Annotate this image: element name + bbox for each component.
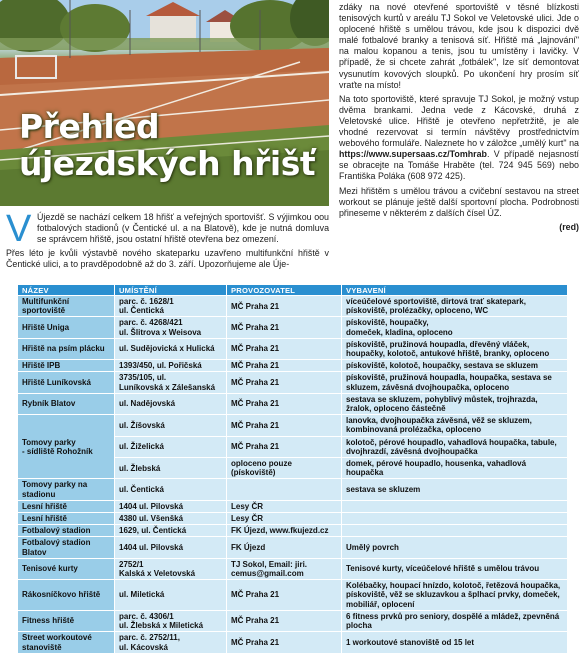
cell-equipment [342, 513, 568, 525]
cell-operator: MČ Praha 21 [227, 360, 342, 372]
cell-location: 4380 ul. Všenšká [115, 513, 227, 525]
header-name: NÁZEV [18, 285, 115, 296]
cell-operator: MČ Praha 21 [227, 317, 342, 338]
cell-name: Lesní hřiště [18, 500, 115, 512]
cell-equipment: víceúčelové sportoviště, dirtová trať skatepark, pískoviště, prolézačky, oploceno, WC [342, 296, 568, 317]
cell-equipment: 6 fitness prvků pro seniory, dospělé a mládež, zpevněná plocha [342, 610, 568, 631]
cell-equipment [342, 500, 568, 512]
cell-location: 1404 ul. Pilovská [115, 500, 227, 512]
table-row [18, 338, 568, 359]
page-title-line-1: Přehled [19, 107, 160, 146]
skatepark-text-continued: zdáky na nové otevřené sportoviště v těsné blízkosti tenisových kurtů v areálu TJ Sokol ve Veletovské ulici. Jde o oplocené hřiště s umělou trávou, kde jsou k dispozici dvě malé fotbalové branky a tenisová síť. Hřiště má „lajnování" na malou kopanou a tenis, jsou tu umístěny i lavičky. V případě, že si chcete zahrát „fotbálek", lze síť demontovat vysunutím kovových sloupků. Po ukončení hry prosím síť vraťte na místo! [339, 2, 579, 90]
cell-equipment: domek, pérové houpadlo, housenka, vahadlová houpačka [342, 458, 568, 479]
cell-location: ul. Žlebská [115, 458, 227, 479]
cell-name: Lesní hřiště [18, 513, 115, 525]
table-row [18, 415, 568, 436]
workout-text: Mezi hřištěm s umělou trávou a cvičební sestavou na street workout se plánuje ještě další sportovní plocha. Podrobnosti přineseme v některém z dalších čísel ÚZ. [339, 185, 579, 218]
hero-photo [0, 0, 329, 206]
playgrounds-table [17, 284, 567, 654]
cell-name: Hřiště Luníkovská [18, 372, 115, 393]
cell-name: Fotbalový stadion [18, 525, 115, 537]
header-operator: PROVOZOVATEL [227, 285, 342, 296]
cell-operator: FK Újezd [227, 537, 342, 558]
cell-operator: Lesy ČR [227, 500, 342, 512]
cell-equipment: pískoviště, kolotoč, houpačky, sestava se skluzem [342, 360, 568, 372]
cell-location: parc. č. 4306/1 ul. Žlebská x Miletická [115, 610, 227, 631]
table-row [18, 558, 568, 579]
cell-location: parc. č. 4268/421 ul. Šlitrova x Weisova [115, 317, 227, 338]
cell-location: 2752/1 Kalská x Veletovská [115, 558, 227, 579]
cell-equipment: pískoviště, pružinová houpadla, houpačka, sestava se skluzem, závěsná dvojhoupačka, oploceno [342, 372, 568, 393]
cell-equipment: pískoviště, houpačky, domeček, kladina, oploceno [342, 317, 568, 338]
cell-operator: MČ Praha 21 [227, 580, 342, 611]
cell-name: Hřiště IPB [18, 360, 115, 372]
cell-operator: MČ Praha 21 [227, 436, 342, 457]
cell-equipment: sestava se skluzem, pohyblivý můstek, trojhrazda, žralok, oploceno částečně [342, 393, 568, 414]
cell-equipment: pískoviště, pružinová houpadla, dřevěný vláček, houpačky, kolotoč, antukové hřiště, branky, oploceno [342, 338, 568, 359]
cell-name: Multifunkční sportoviště [18, 296, 115, 317]
page-title-line-2: újezdských hřišť [19, 144, 316, 183]
cell-location: ul. Čentická [115, 479, 227, 500]
cell-equipment: sestava se skluzem [342, 479, 568, 500]
cell-operator: FK Újezd, www.fkujezd.cz [227, 525, 342, 537]
cell-name: Fotbalový stadion Blatov [18, 537, 115, 558]
cell-equipment [342, 525, 568, 537]
cell-operator: MČ Praha 21 [227, 338, 342, 359]
header-location: UMÍSTĚNÍ [115, 285, 227, 296]
cell-location: ul. Žiželická [115, 436, 227, 457]
skatepark-text: Přes léto je kvůli výstavbě nového skateparku uzavřeno multifunkční hřiště v Čentické ulici, a to pravděpodobně až do 3. září. Upozorňujeme ale Úje- [6, 248, 329, 270]
table-row [18, 580, 568, 611]
cell-name: Hřiště na psím plácku [18, 338, 115, 359]
cell-name: Rákosníčkovo hřiště [18, 580, 115, 611]
table-row [18, 513, 568, 525]
cell-operator: MČ Praha 21 [227, 415, 342, 436]
cell-operator: MČ Praha 21 [227, 372, 342, 393]
cell-equipment: Kolébačky, houpací hnízdo, kolotoč, řetězová houpačka, pískoviště, věž se skluzavkou a šplhací prvky, domeček, mobiliář, oplocení [342, 580, 568, 611]
signature: (red) [559, 221, 579, 232]
page-title [19, 108, 315, 182]
drop-cap: V [6, 208, 32, 250]
table-row [18, 537, 568, 558]
cell-name: Fitness hřiště [18, 610, 115, 631]
table-row [18, 500, 568, 512]
cell-location: ul. Žíšovská [115, 415, 227, 436]
cell-equipment: 1 workoutové stanoviště od 15 let [342, 632, 568, 653]
cell-location: 3735/105, ul. Luníkovská x Zálešanská [115, 372, 227, 393]
cell-operator: MČ Praha 21 [227, 632, 342, 653]
cell-equipment: Umělý povrch [342, 537, 568, 558]
table-row [18, 610, 568, 631]
cell-equipment: kolotoč, pérové houpadlo, vahadlová houpačka, tabule, dvojhrazdí, závěsná dvojhoupačka [342, 436, 568, 457]
table-row [18, 632, 568, 653]
reservation-link[interactable]: https://www.supersaas.cz/Tomhrab [339, 149, 487, 160]
cell-name: Tenisové kurty [18, 558, 115, 579]
table-row [18, 296, 568, 317]
intro-lead-text: Újezdě se nachází celkem 18 hřišť a veřejných sportovišť. S výjimkou oou fotbalových stadionů (v Čentické ul. a na Blatově), kde je nutná [37, 212, 329, 234]
intro-paragraph-lead [37, 212, 329, 248]
intro-paragraph-skatepark [6, 248, 329, 273]
cell-equipment: Tenisové kurty, víceúčelové hřiště s umělou trávou [342, 558, 568, 579]
cell-operator: MČ Praha 21 [227, 296, 342, 317]
cell-location: ul. Sudějovická x Hulická [115, 338, 227, 359]
cell-name: Hřiště Uniga [18, 317, 115, 338]
cell-name: Tomovy parky - sídliště Rohožník [18, 415, 115, 479]
cell-location: parc. č. 2752/11, ul. Kácovská [115, 632, 227, 653]
cell-equipment: lanovka, dvojhoupačka závěsná, věž se skluzem, kombinovaná prolézačka, oploceno [342, 415, 568, 436]
cell-operator: MČ Praha 21 [227, 610, 342, 631]
cell-operator: oploceno pouze (pískoviště) [227, 458, 342, 479]
table-row [18, 393, 568, 414]
cell-location: ul. Miletická [115, 580, 227, 611]
table-row [18, 360, 568, 372]
cell-location: ul. Nadějovská [115, 393, 227, 414]
cell-name: Street workoutové stanoviště [18, 632, 115, 653]
table-row [18, 479, 568, 500]
cell-operator: TJ Sokol, Email: jiri. cemus@gmail.com [227, 558, 342, 579]
access-text: Na toto sportoviště, které spravuje TJ Sokol, je možný vstup dvěma brankami. Jedna vede z Kácovské, druhá z Veletovské ulice. Hřiště je otevřeno nepřetržitě, je ale vhodné rezervovat si termín návštěvy prostřednictvím webového formuláře. Naleznete ho v záložce „umělý kurt" na [339, 93, 579, 149]
right-column [339, 2, 579, 236]
cell-location: 1629, ul. Čentická [115, 525, 227, 537]
table-row [18, 317, 568, 338]
cell-location: 1404 ul. Pilovská [115, 537, 227, 558]
cell-name: Tomovy parky na stadionu [18, 479, 115, 500]
cell-location: 1393/450, ul. Pořičská [115, 360, 227, 372]
cell-operator [227, 479, 342, 500]
cell-operator: Lesy ČR [227, 513, 342, 525]
cell-location: parc. č. 1628/1 ul. Čentická [115, 296, 227, 317]
table-row [18, 372, 568, 393]
cell-operator: MČ Praha 21 [227, 393, 342, 414]
contact-text: . V případě nejasností se obracejte na Tomáše Hraběte (tel. 724 945 569) nebo Františka Poláka (608 972 425). [339, 149, 579, 182]
table-row [18, 525, 568, 537]
header-equipment: VYBAVENÍ [342, 285, 568, 296]
cell-name: Rybník Blatov [18, 393, 115, 414]
intro-lead-cont: domluva se správcem hřiště, jsou ostatní hřiště otevřena bez omezení. [37, 223, 329, 245]
